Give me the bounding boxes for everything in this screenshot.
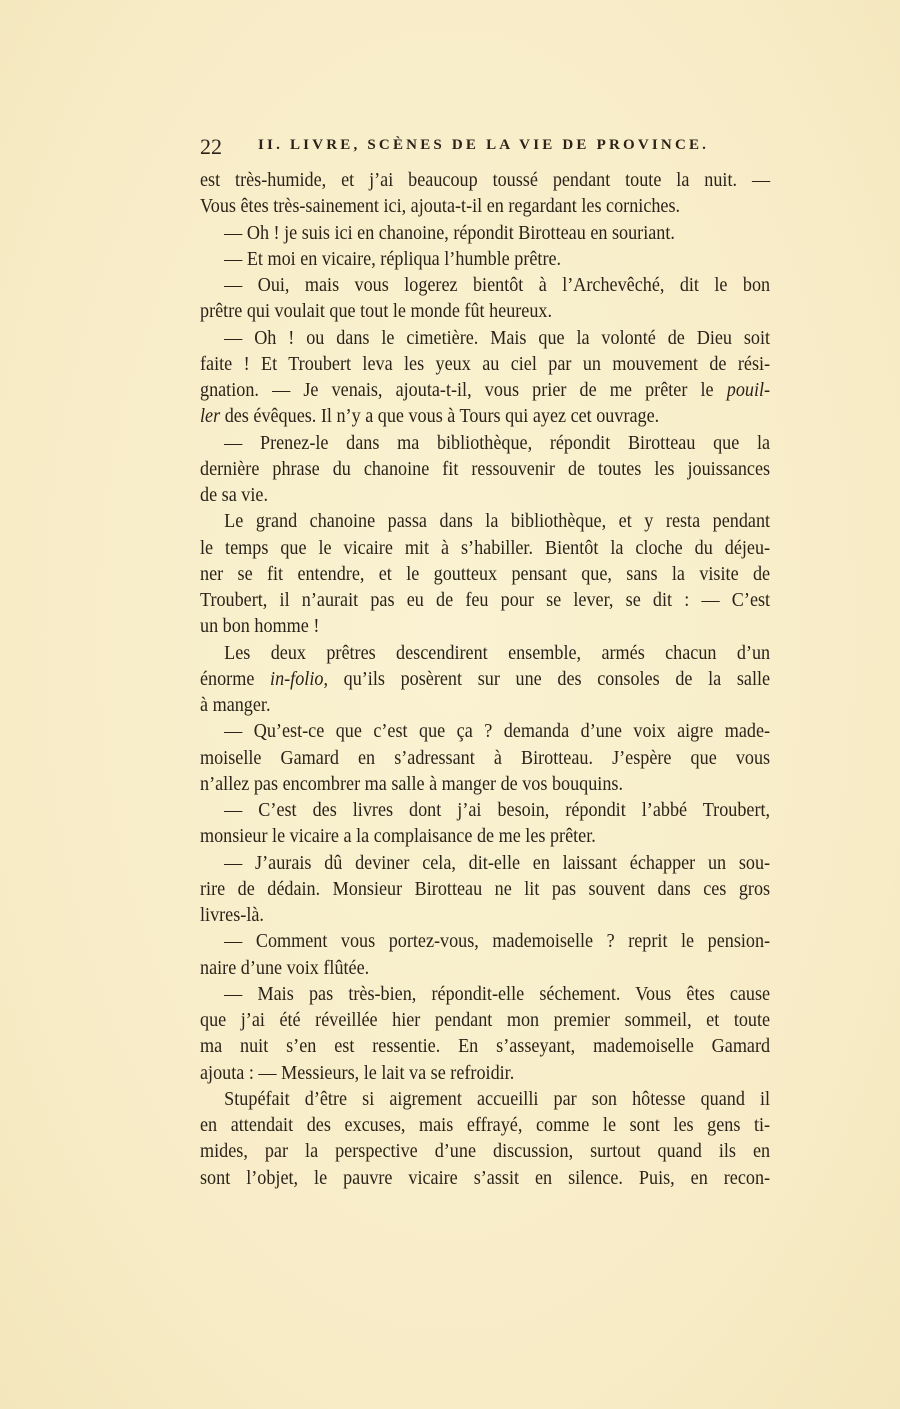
body-text: [200, 168, 770, 1192]
text-span: Le grand chanoine passa dans la bibliothèque, et y resta pendant: [224, 511, 771, 533]
text-line: [200, 719, 770, 745]
text-span: , qu’ils posèrent sur une des consoles de la salle: [323, 668, 771, 690]
text-span: en attendait des excuses, mais effrayé, comme le sont les gens ti-: [200, 1115, 771, 1136]
italic-text: in-folio: [270, 668, 324, 690]
text-line: [200, 798, 770, 824]
text-span: Stupéfait d’être si aigrement accueilli par son hôtesse quand il: [224, 1088, 771, 1110]
text-span: faite ! Et Troubert leva les yeux au ciel par un mouvement de rési-: [200, 353, 771, 375]
text-span: n’allez pas encombrer ma salle à manger de vos bouquins.: [200, 773, 624, 795]
text-line: [200, 982, 770, 1008]
text-line: [200, 1139, 770, 1165]
text-span: des évêques. Il n’y a que vous à Tours qui ayez cet ouvrage.: [220, 406, 660, 428]
italic-text: ler: [200, 406, 221, 428]
text-span: ajouta : — Messieurs, le lait va se refroidir.: [200, 1062, 515, 1084]
text-line: [200, 404, 770, 430]
text-line: [200, 1008, 770, 1034]
text-span: ma nuit s’en est ressentie. En s’asseyant, mademoiselle Gamard: [200, 1036, 771, 1058]
text-span: un bon homme !: [200, 616, 320, 638]
text-line: [200, 247, 770, 273]
text-span: prêtre qui voulait que tout le monde fût heureux.: [200, 301, 553, 323]
text-line: [200, 1087, 770, 1113]
text-line: [200, 693, 770, 719]
text-line: [200, 273, 770, 299]
text-line: [200, 221, 770, 247]
text-line: [200, 929, 770, 955]
text-line: [200, 1113, 770, 1139]
text-line: [200, 1166, 770, 1192]
text-line: [200, 851, 770, 877]
page-number: 22: [200, 134, 222, 159]
text-line: [200, 509, 770, 535]
text-span: monsieur le vicaire a la complaisance de me les prêter.: [200, 826, 596, 848]
text-span: — Prenez-le dans ma bibliothèque, répondit Birotteau que la: [224, 432, 771, 454]
text-span: Les deux prêtres descendirent ensemble, armés chacun d’un: [224, 642, 771, 664]
page-header: [200, 134, 770, 162]
text-span: ner se fit entendre, et le goutteux pensant que, sans la visite de: [200, 563, 771, 585]
text-line: [200, 457, 770, 483]
text-span: naire d’une voix flûtée.: [200, 957, 370, 979]
text-line: [200, 667, 770, 693]
text-span: à manger.: [200, 695, 271, 716]
italic-text: pouil-: [726, 380, 771, 401]
text-line: [200, 588, 770, 614]
text-span: — Mais pas très-bien, répondit-elle séchement. Vous êtes cause: [224, 983, 771, 1005]
text-line: [200, 483, 770, 509]
text-span: sont l’objet, le pauvre vicaire s’assit en silence. Puis, en recon-: [200, 1167, 771, 1189]
text-line: [200, 536, 770, 562]
text-span: rire de dédain. Monsieur Birotteau ne lit pas souvent dans ces gros: [200, 878, 771, 900]
text-line: [200, 194, 770, 220]
text-span: Vous êtes très-sainement ici, ajouta-t-il en regardant les corniches.: [200, 196, 681, 218]
text-span: que j’ai été réveillée hier pendant mon premier sommeil, et toute: [200, 1010, 771, 1031]
text-span: est très-humide, et j’ai beaucoup toussé pendant toute la nuit. —: [200, 170, 771, 191]
text-line: [200, 614, 770, 640]
text-span: gnation. — Je venais, ajouta-t-il, vous prier de me prêter le: [200, 380, 727, 401]
text-line: [200, 824, 770, 850]
text-span: — Comment vous portez-vous, mademoiselle ? reprit le pension-: [224, 931, 771, 953]
text-line: [200, 168, 770, 194]
text-line: [200, 326, 770, 352]
text-line: [200, 903, 770, 929]
text-span: livres-là.: [200, 905, 264, 926]
text-span: le temps que le vicaire mit à s’habiller. Bientôt la cloche du déjeu-: [200, 537, 771, 559]
text-line: [200, 299, 770, 325]
text-span: — C’est des livres dont j’ai besoin, répondit l’abbé Troubert,: [224, 800, 771, 821]
text-line: [200, 378, 770, 404]
text-span: dernière phrase du chanoine fit ressouvenir de toutes les jouissances: [200, 458, 771, 480]
text-line: [200, 1034, 770, 1060]
text-line: [200, 431, 770, 457]
text-line: [200, 352, 770, 378]
text-line: [200, 562, 770, 588]
text-span: Troubert, il n’aurait pas eu de feu pour se lever, se dit : — C’est: [200, 590, 771, 611]
text-line: [200, 641, 770, 667]
text-span: — Et moi en vicaire, répliqua l’humble prêtre.: [224, 248, 562, 270]
text-line: [200, 746, 770, 772]
text-span: énorme: [200, 668, 271, 690]
text-span: — Qu’est-ce que c’est que ça ? demanda d’une voix aigre made-: [224, 721, 771, 743]
text-span: — J’aurais dû deviner cela, dit-elle en laissant échapper un sou-: [224, 852, 771, 874]
text-span: de sa vie.: [200, 485, 268, 506]
text-line: [200, 956, 770, 982]
text-span: — Oh ! ou dans le cimetière. Mais que la volonté de Dieu soit: [224, 327, 771, 349]
text-span: — Oh ! je suis ici en chanoine, répondit Birotteau en souriant.: [224, 222, 675, 244]
text-line: [200, 877, 770, 903]
text-span: mides, par la perspective d’une discussion, surtout quand ils en: [200, 1141, 771, 1163]
text-line: [200, 1061, 770, 1087]
text-span: moiselle Gamard en s’adressant à Birotteau. J’espère que vous: [200, 747, 771, 769]
text-span: — Oui, mais vous logerez bientôt à l’Archevêché, dit le bon: [224, 275, 771, 296]
text-line: [200, 772, 770, 798]
running-title: II. LIVRE, SCÈNES DE LA VIE DE PROVINCE.: [258, 137, 710, 153]
